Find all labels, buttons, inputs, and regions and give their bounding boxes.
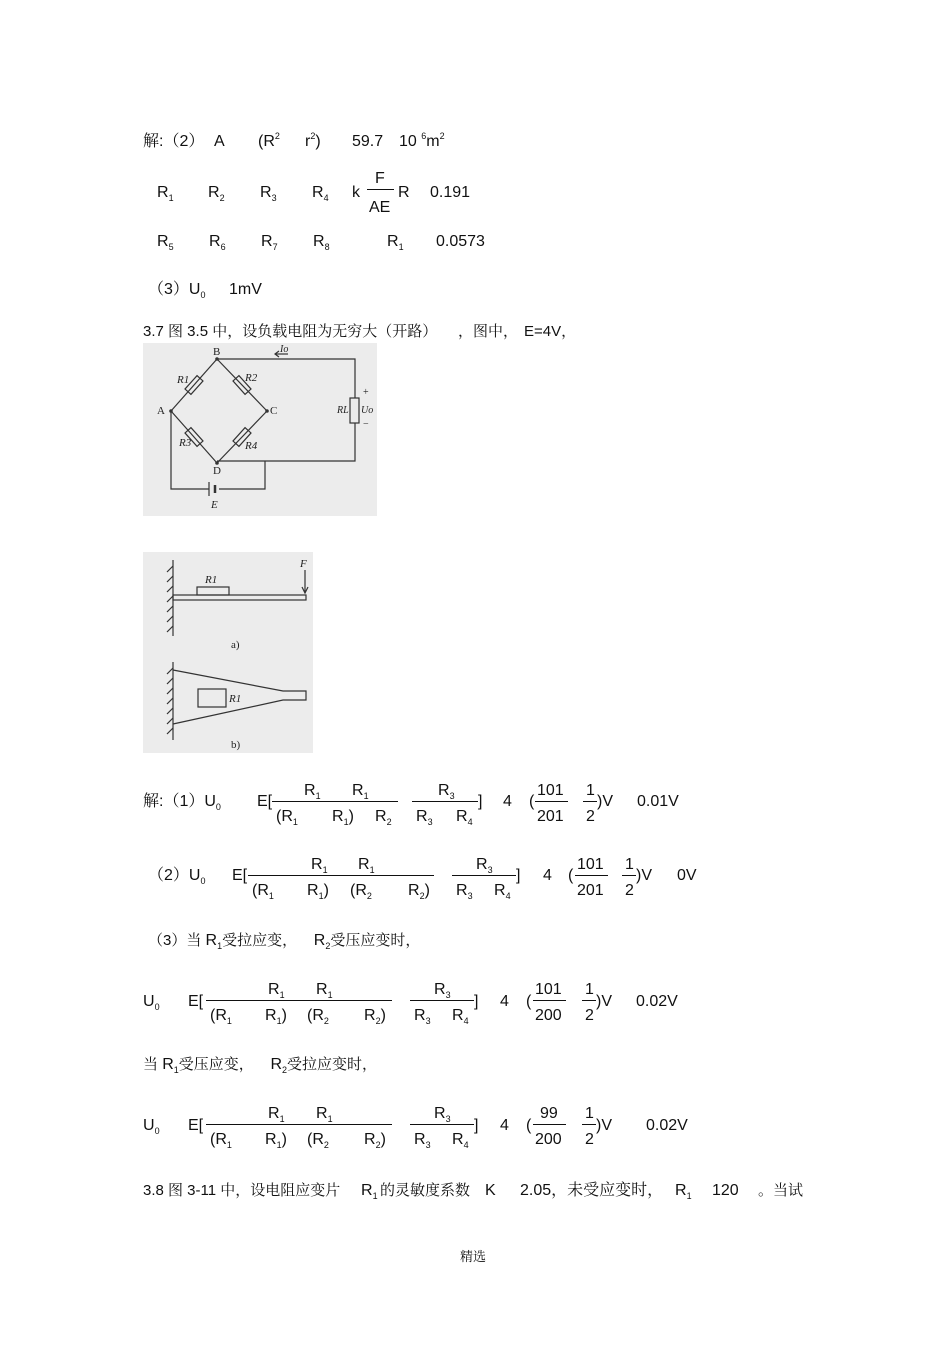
s2-frac-line-1 — [248, 875, 434, 876]
question-3-7-cont: ，图中， — [458, 323, 519, 340]
s3b-frac-line-2 — [410, 1124, 474, 1125]
plus-label: + — [363, 387, 369, 398]
question-3-8-r1: $R_1$ — [361, 1182, 378, 1201]
s3b-den-r2b: $R_2$) — [364, 1131, 386, 1150]
resistor-r8: $R_8$ — [313, 233, 330, 252]
question-3-8: 3.8 图 3-11 中，设电阻应变片 — [143, 1182, 341, 1199]
s3b-paren-open: ( — [526, 1117, 532, 1134]
solution-2-label: 解:（2） — [143, 133, 205, 150]
s1-num-r1a: $R_1$ — [304, 782, 321, 801]
resistor-r6: $R_6$ — [209, 233, 226, 252]
s3b-e-bracket: E[ — [188, 1117, 204, 1134]
s1-paren-open: ( — [529, 793, 535, 810]
s3b-den-r1b: $R_1$) — [265, 1131, 287, 1150]
s3b-frac-d: 2 — [585, 1131, 594, 1148]
s3b-den-r2a: ($R_2$ — [307, 1131, 329, 1150]
s1-frac-line-3 — [535, 801, 568, 802]
s3b-num-r3: $R_3$ — [434, 1105, 451, 1124]
question-3-8-r1-2: $R_1$ — [675, 1182, 692, 1201]
s2-den-r2b: $R_2$) — [408, 882, 430, 901]
s3a-frac-line-1 — [206, 1000, 392, 1001]
delta-r-value: 0.191 — [430, 184, 471, 201]
r4-label: R4 — [245, 440, 258, 452]
s2-den-r2a: ($R_2$ — [350, 882, 372, 901]
s2-frac-line-2 — [452, 875, 516, 876]
resistor-r7: $R_7$ — [261, 233, 278, 252]
force-f-label: F — [300, 558, 307, 570]
s2-paren-close: )V — [636, 867, 652, 884]
minus-label: − — [363, 419, 369, 430]
s3a-den-r1b: $R_1$) — [265, 1007, 287, 1026]
s1-den-r3: $R_3$ — [416, 808, 433, 827]
s2-paren-open: ( — [568, 867, 574, 884]
s3a-close-bracket: ] — [474, 993, 479, 1010]
resistor-r3: $R_3$ — [260, 184, 277, 203]
question-3-8-kval: 2.05，未受应变时， — [520, 1182, 664, 1199]
delta-r-value-2: 0.0573 — [436, 233, 485, 250]
s2-frac-b: 201 — [577, 882, 604, 899]
s2-label: $(2)U_0$ — [148, 867, 206, 886]
s3a-result: 0.02V — [636, 993, 678, 1010]
s1-label: 解$:(1)U_0$ — [143, 793, 221, 812]
s3a-den-r4: $R_4$ — [452, 1007, 469, 1026]
rl-label: RL — [337, 405, 349, 416]
node-a-label: A — [157, 405, 165, 417]
s2-four: 4 — [543, 867, 552, 884]
s3b-frac-c: 1 — [585, 1105, 594, 1122]
question-3-8-k: K — [485, 1182, 496, 1199]
resistor-r5: $R_5$ — [157, 233, 174, 252]
s1-den-r2: $R_2$ — [375, 808, 392, 827]
resistor-r2: $R_2$ — [208, 184, 225, 203]
area-ten: 10 $^6m^2$ — [399, 131, 445, 150]
s3b-paren-close: )V — [596, 1117, 612, 1134]
s3b-result: 0.02V — [646, 1117, 688, 1134]
s3b-frac-line-3 — [533, 1124, 566, 1125]
s2-frac-line-4 — [622, 875, 636, 876]
s2-frac-d: 2 — [625, 882, 634, 899]
r2-label: R2 — [245, 372, 258, 384]
fraction-denominator-ae: AE — [369, 199, 391, 216]
s3b-den-r1a: ($R_1$ — [210, 1131, 232, 1150]
s3a-frac-a: 101 — [535, 981, 562, 998]
question-3-8-sensitivity: 的灵敏度系数 — [380, 1182, 471, 1199]
question-3-8-cont: 。当试 — [758, 1182, 804, 1199]
s3b-den-r3: $R_3$ — [414, 1131, 431, 1150]
s1-den-r1a: ($R_1$ — [276, 808, 298, 827]
s3a-four: 4 — [500, 993, 509, 1010]
s1-num-r3: $R_3$ — [438, 782, 455, 801]
s3b-den-r4: $R_4$ — [452, 1131, 469, 1150]
s1-close-bracket: ] — [478, 793, 483, 810]
question-3-7-e: E=4V， — [524, 323, 577, 340]
node-c-label: C — [270, 405, 278, 417]
area-value: 59.7 — [352, 133, 384, 150]
s3-condition-2: 当 $R_1$受压应变， $R_2$受拉应变时， — [143, 1056, 378, 1075]
s1-paren-close: )V — [597, 793, 613, 810]
s3a-u0: $U_0$ — [143, 993, 160, 1012]
s1-four: 4 — [503, 793, 512, 810]
s1-frac-line-4 — [583, 801, 597, 802]
s3b-frac-b: 200 — [535, 1131, 562, 1148]
s3a-num-r1a: $R_1$ — [268, 981, 285, 1000]
s1-frac-line-2 — [412, 801, 478, 802]
resistor-r1-b: $R_1$ — [387, 233, 404, 252]
s2-den-r1a: ($R_1$ — [252, 882, 274, 901]
s3b-num-r1a: $R_1$ — [268, 1105, 285, 1124]
s1-frac-b: 201 — [537, 808, 564, 825]
resistor-r4: $R_4$ — [312, 184, 329, 203]
solution-3-label: $(3)U_0$ — [148, 281, 206, 300]
area-expr: ($R^2$ — [258, 131, 280, 150]
page-footer: 精选 — [460, 1249, 487, 1264]
s3a-num-r3: $R_3$ — [434, 981, 451, 1000]
cantilever-beam-figure — [143, 552, 313, 753]
s2-num-r1a: $R_1$ — [311, 856, 328, 875]
s2-den-r3: $R_3$ — [456, 882, 473, 901]
fraction-line — [367, 189, 394, 190]
s2-frac-c: 1 — [625, 856, 634, 873]
s3a-paren-open: ( — [526, 993, 532, 1010]
resistor-r1: $R_1$ — [157, 184, 174, 203]
s3a-den-r2b: $R_2$) — [364, 1007, 386, 1026]
s3a-frac-line-2 — [410, 1000, 474, 1001]
s1-den-r4: $R_4$ — [456, 808, 473, 827]
s2-close-bracket: ] — [516, 867, 521, 884]
s3b-frac-line-1 — [206, 1124, 392, 1125]
s3a-frac-b: 200 — [535, 1007, 562, 1024]
figure-b-label: b) — [231, 739, 241, 751]
s1-frac-c: 1 — [586, 782, 595, 799]
node-b-label: B — [213, 346, 221, 358]
s3-condition-1: （3）当 $R_1$受拉应变， $R_2$受压应变时， — [148, 932, 421, 951]
s1-result: 0.01V — [637, 793, 679, 810]
s3a-den-r3: $R_3$ — [414, 1007, 431, 1026]
s3a-frac-c: 1 — [585, 981, 594, 998]
s2-e-bracket: E[ — [232, 867, 248, 884]
s3a-e-bracket: E[ — [188, 993, 204, 1010]
gauge-factor-k: k — [352, 184, 360, 201]
s2-frac-a: 101 — [577, 856, 604, 873]
s2-num-r3: $R_3$ — [476, 856, 493, 875]
s3b-frac-a: 99 — [540, 1105, 558, 1122]
question-3-8-rval: 120 — [712, 1182, 739, 1199]
s3a-den-r2a: ($R_2$ — [307, 1007, 329, 1026]
node-d-label: D — [213, 465, 221, 477]
r3-label: R3 — [179, 437, 192, 449]
s1-den-r1b: $R_1$) — [332, 808, 354, 827]
s1-frac-line-1 — [272, 801, 398, 802]
s1-frac-d: 2 — [586, 808, 595, 825]
s2-frac-line-3 — [575, 875, 608, 876]
s2-num-r1b: $R_1$ — [358, 856, 375, 875]
e-label: E — [211, 499, 218, 511]
s3b-u0: $U_0$ — [143, 1117, 160, 1136]
beam-a-r1-label: R1 — [205, 574, 218, 586]
output-voltage-value: 1mV — [229, 281, 262, 298]
figure-a-label: a) — [231, 639, 240, 651]
s3a-frac-d: 2 — [585, 1007, 594, 1024]
io-label: Io — [280, 344, 289, 355]
fraction-numerator-f: F — [375, 170, 385, 187]
s1-e-bracket: E[ — [257, 793, 273, 810]
s3a-frac-line-3 — [533, 1000, 566, 1001]
s2-den-r1b: $R_1$) — [307, 882, 329, 901]
s1-num-r1b: $R_1$ — [352, 782, 369, 801]
s1-frac-a: 101 — [537, 782, 564, 799]
beam-b-r1-label: R1 — [229, 693, 242, 705]
s3b-num-r1b: $R_1$ — [316, 1105, 333, 1124]
s2-result: 0V — [677, 867, 697, 884]
s3b-frac-line-4 — [582, 1124, 596, 1125]
s3a-paren-close: )V — [596, 993, 612, 1010]
s2-den-r4: $R_4$ — [494, 882, 511, 901]
area-expr-r: $r^2$) — [305, 131, 321, 150]
bridge-circuit-figure — [143, 343, 377, 516]
s3b-close-bracket: ] — [474, 1117, 479, 1134]
s3a-num-r1b: $R_1$ — [316, 981, 333, 1000]
question-3-7: 3.7 图 3.5 中，设负载电阻为无穷大（开路） — [143, 323, 438, 340]
s3b-four: 4 — [500, 1117, 509, 1134]
area-symbol: A — [214, 133, 225, 150]
s3a-den-r1a: ($R_1$ — [210, 1007, 232, 1026]
s3a-frac-line-4 — [582, 1000, 596, 1001]
uo-label: Uo — [361, 405, 374, 416]
r1-label: R1 — [177, 374, 190, 386]
resistance-r: R — [398, 184, 410, 201]
